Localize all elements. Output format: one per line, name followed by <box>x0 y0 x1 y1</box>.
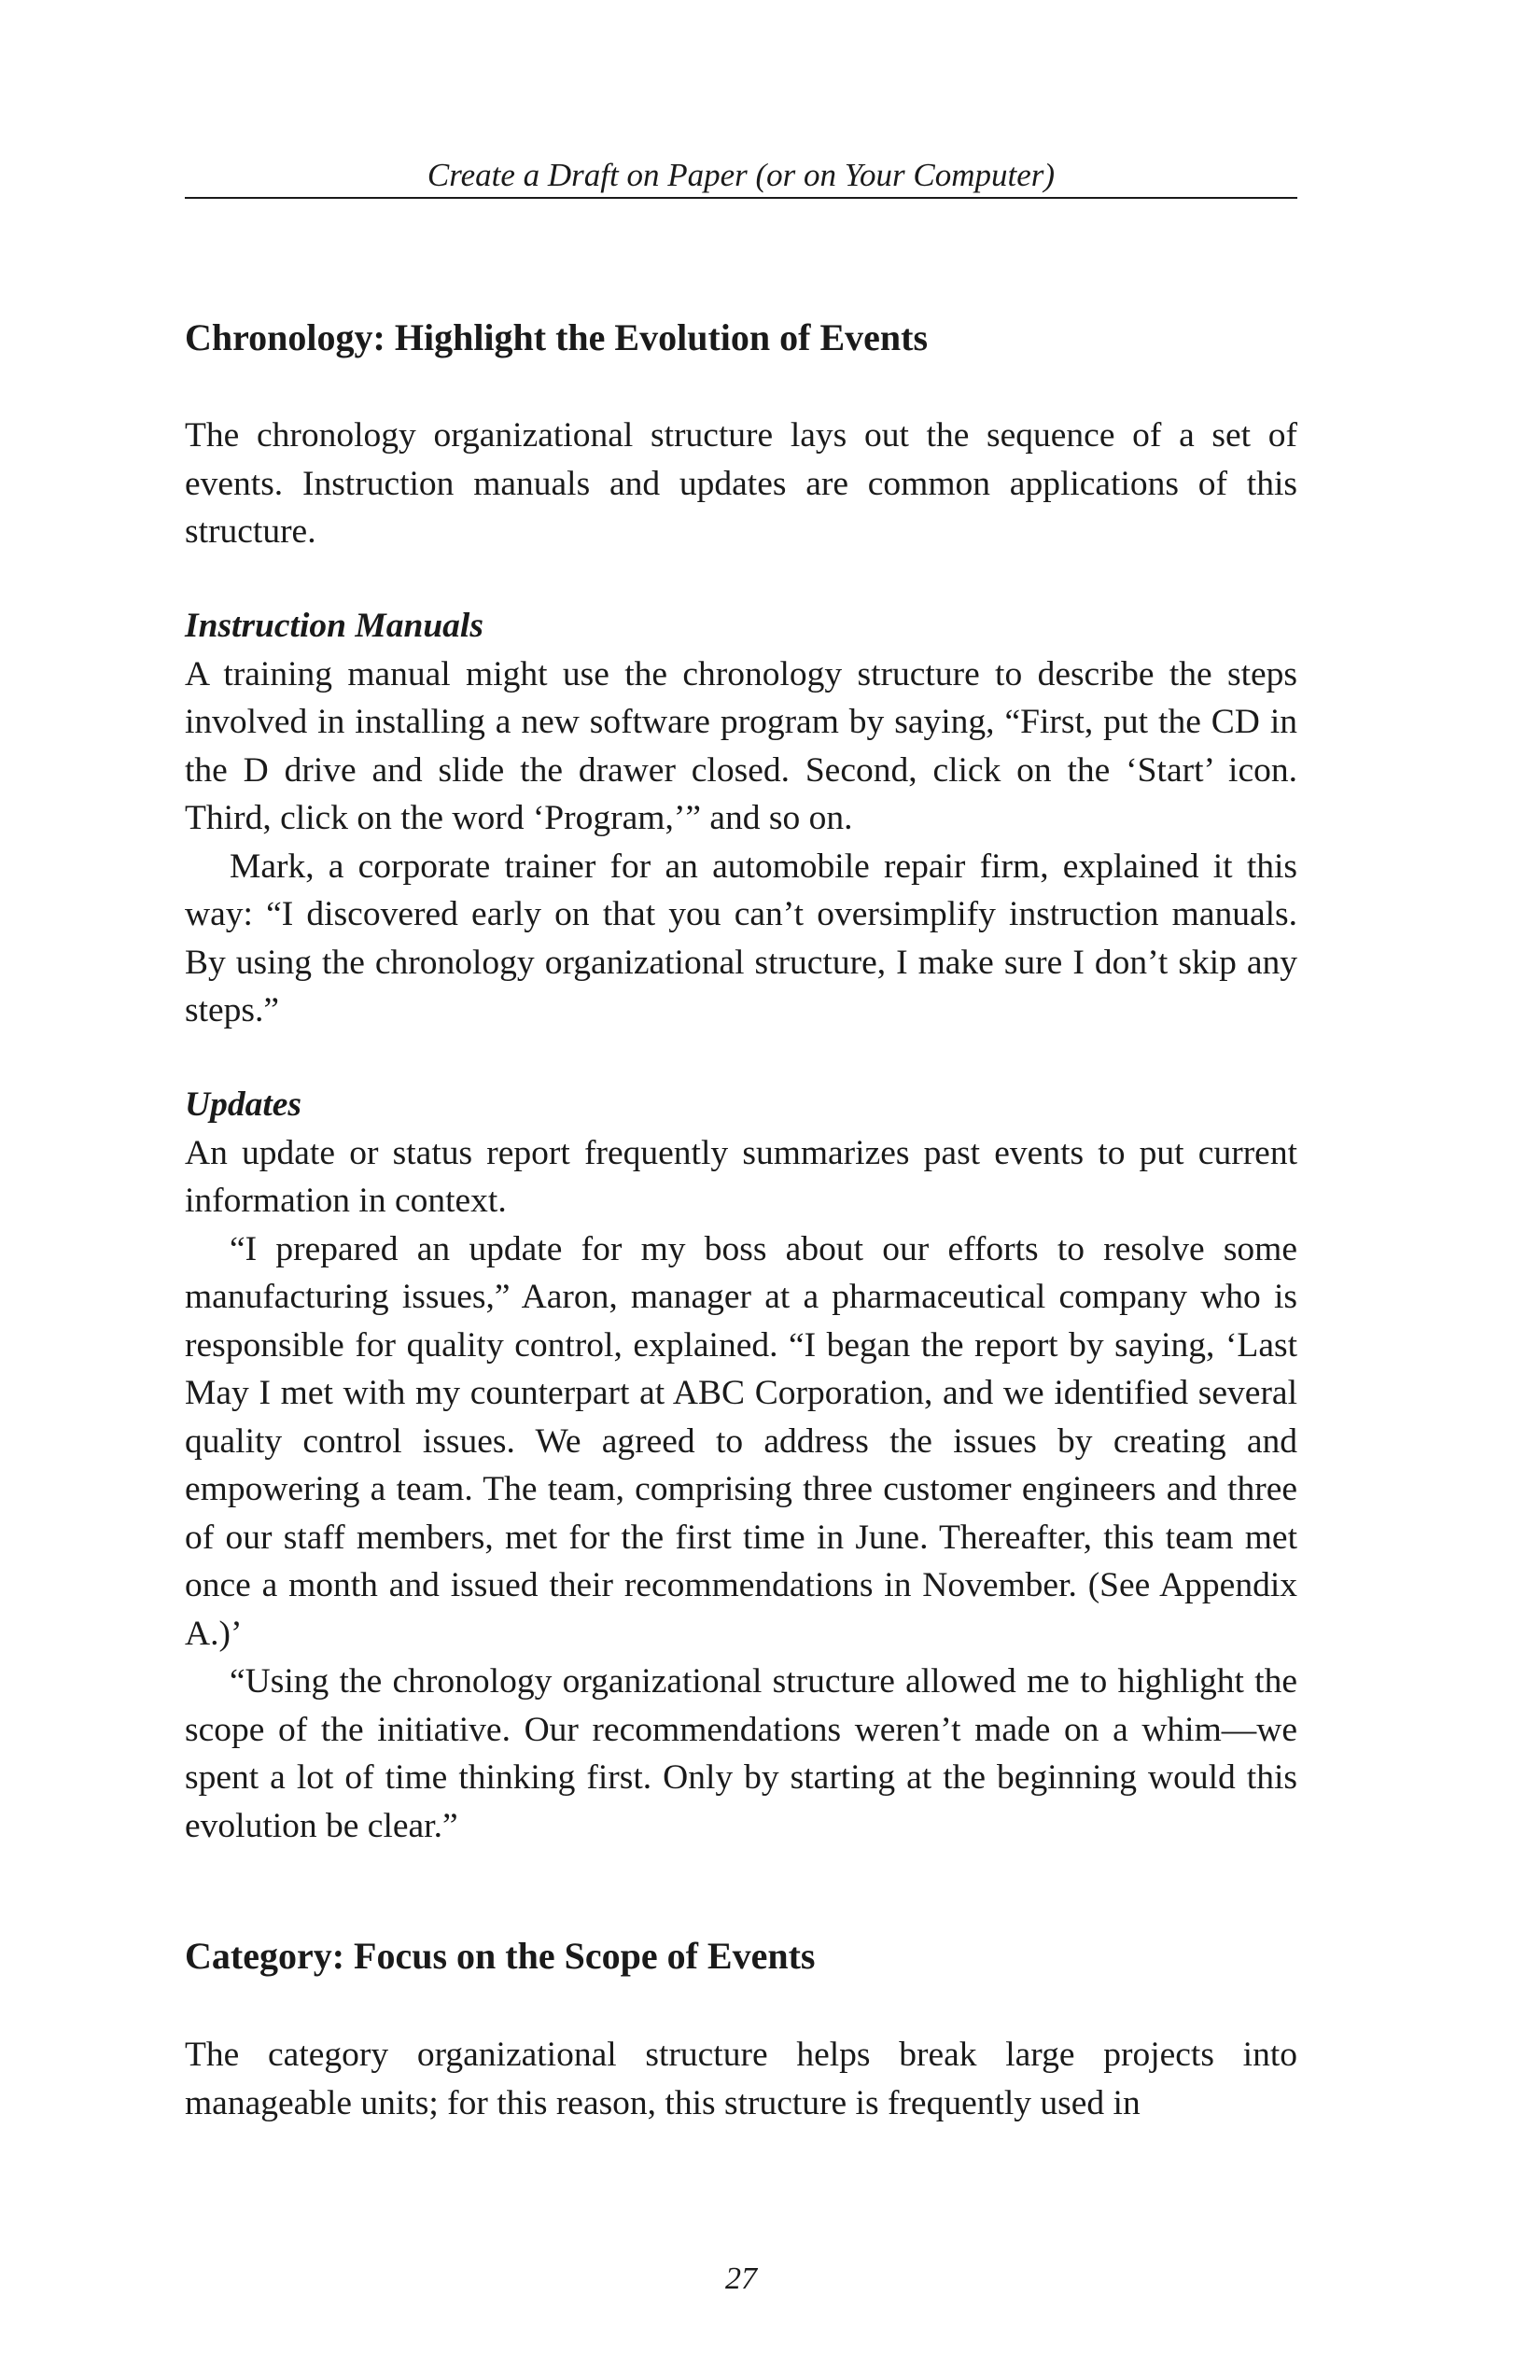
header-rule <box>185 197 1297 199</box>
updates-paragraph-1: An update or status report frequently summarizes past events to put current information in context. <box>185 1133 1297 1220</box>
book-page <box>185 0 1297 2380</box>
running-head: Create a Draft on Paper (or on Your Computer) <box>427 157 1056 193</box>
category-intro-paragraph: The category organizational structure helps break large projects into manageable units; for this reason, this structure is frequently used in <box>185 2036 1297 2122</box>
subsection-heading-updates: Updates <box>185 1085 301 1124</box>
section-heading-chronology: Chronology: Highlight the Evolution of Events <box>185 316 929 358</box>
instruction-manuals-paragraph-1: A training manual might use the chronology structure to describe the steps involved in installing a new software program by saying, “First, put the CD in the D drive and slide the drawer closed. Second, click on the ‘Start’ icon. Third, click on the word ‘Program,’” and so on. <box>185 654 1297 837</box>
category-intro <box>185 2031 1297 2127</box>
updates-paragraph-2: “I prepared an update for my boss about our efforts to resolve some manufacturing issues,” Aaron, manager at a pharmaceutical company who is responsible for quality control, explained. “I began the report by saying, ‘Last May I met with my counterpart at ABC Corporation, and we identified several quality control issues. We agreed to address the issues by creating and empowering a team. The team, comprising three customer engineers and three of our staff members, met for the first time in June. Thereafter, this team met once a month and issued their recommendations in November. (See Appendix A.)’ <box>185 1229 1297 1653</box>
subsection-instruction-manuals <box>185 602 1297 1035</box>
updates-paragraph-3: “Using the chronology organizational structure allowed me to highlight the scope of the initiative. Our recommendations weren’t made on a whim—we spent a lot of time thinking first. Only by starting at the beginning would this evolution be clear.” <box>185 1662 1297 1845</box>
instruction-manuals-paragraph-2: Mark, a corporate trainer for an automobile repair firm, explained it this way: “I discovered early on that you can’t oversimplify instruction manuals. By using the chronology organizational structure, I make sure I don’t skip any steps.” <box>185 847 1297 1029</box>
chronology-intro-paragraph: The chronology organizational structure lays out the sequence of a set of events. Instruction manuals and updates are common applications of this structure. <box>185 416 1297 551</box>
page-number: 27 <box>725 2261 757 2296</box>
subsection-updates <box>185 1081 1297 1850</box>
section-heading-category: Category: Focus on the Scope of Events <box>185 1935 816 1977</box>
chronology-intro <box>185 412 1297 556</box>
subsection-heading-instruction-manuals: Instruction Manuals <box>185 607 483 645</box>
